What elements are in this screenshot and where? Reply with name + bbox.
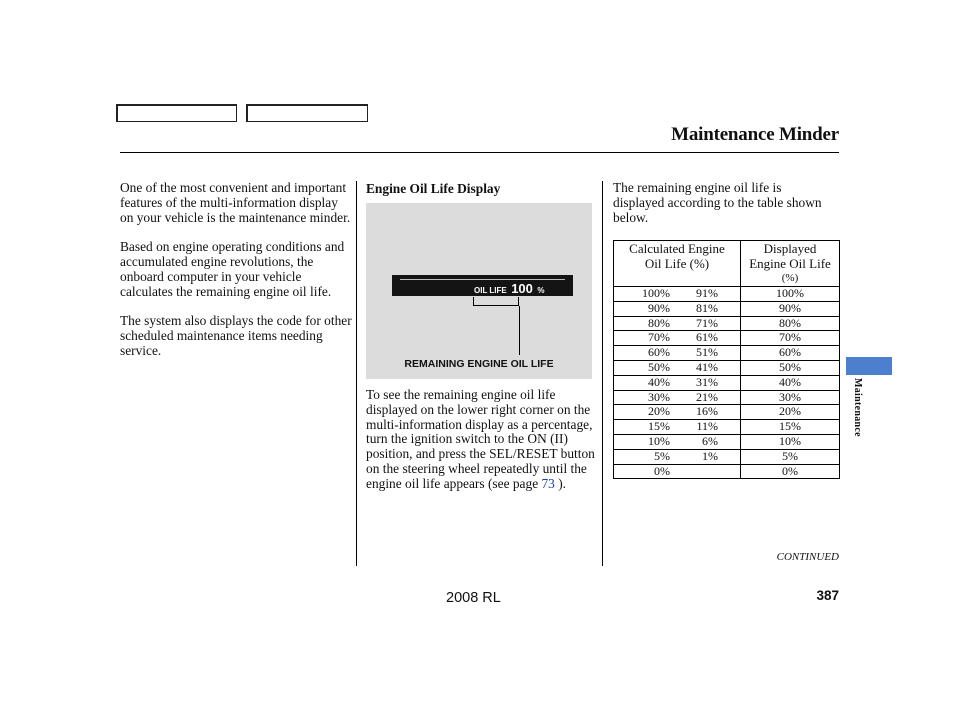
page-reference-link[interactable]: 73 — [541, 475, 555, 491]
intro-paragraph: The system also displays the code for other scheduled maintenance items needing service. — [120, 313, 352, 358]
calculated-range-cell — [614, 346, 741, 361]
lcd-readout — [474, 280, 544, 298]
calculated-range-cell — [614, 287, 741, 302]
table-row — [614, 375, 840, 390]
range-lower: 41% — [696, 359, 718, 374]
range-lower: 6% — [702, 433, 718, 448]
table-row — [614, 464, 840, 479]
table-row — [614, 434, 840, 449]
page-number: 387 — [816, 588, 839, 603]
calculated-range — [614, 376, 740, 390]
range-lower: 1% — [702, 448, 718, 463]
range-lower: 81% — [696, 300, 718, 315]
callout-leader-line — [519, 306, 520, 355]
calculated-range — [614, 317, 740, 331]
range-upper: 5% — [654, 448, 670, 463]
calculated-range — [614, 405, 740, 419]
displayed-value-cell: 5% — [741, 449, 840, 464]
range-upper: 10% — [648, 433, 670, 448]
section-heading: Engine Oil Life Display — [366, 181, 501, 196]
range-lower: 16% — [696, 404, 718, 419]
header-displayed — [741, 241, 840, 287]
lcd-display — [392, 275, 573, 296]
displayed-value-cell: 30% — [741, 390, 840, 405]
figure-caption: REMAINING ENGINE OIL LIFE — [404, 358, 554, 370]
table-row — [614, 316, 840, 331]
page-title: Maintenance Minder — [671, 124, 839, 145]
range-upper: 15% — [648, 419, 670, 434]
table-row — [614, 420, 840, 435]
continued-label: CONTINUED — [776, 551, 839, 563]
range-lower — [684, 465, 718, 479]
table-intro: The remaining engine oil life is displayed according to the table shown below. — [613, 180, 822, 225]
footer-model: 2008 RL — [446, 590, 501, 606]
intro-paragraph: One of the most convenient and important features of the multi-information display on your vehicle is the maintenance minder. — [120, 180, 351, 225]
instructions-text-end: ). — [554, 475, 567, 491]
displayed-value-cell: 0% — [741, 464, 840, 479]
displayed-value-cell: 80% — [741, 316, 840, 331]
nav-button-1[interactable] — [116, 104, 237, 122]
calculated-range — [614, 450, 740, 464]
calculated-range — [614, 391, 740, 405]
calculated-range — [614, 331, 740, 345]
displayed-value-cell: 50% — [741, 360, 840, 375]
section-tab[interactable] — [846, 357, 892, 375]
calculated-range-cell — [614, 316, 741, 331]
callout-bracket — [473, 297, 519, 306]
calculated-range — [614, 346, 740, 360]
range-upper: 60% — [648, 345, 670, 360]
range-lower: 91% — [696, 286, 718, 300]
header-calculated — [614, 241, 741, 287]
calculated-range-cell — [614, 375, 741, 390]
lcd-unit: % — [537, 286, 545, 295]
calculated-range-cell — [614, 449, 741, 464]
intro-column — [120, 181, 352, 373]
range-upper: 30% — [648, 389, 670, 404]
header-displayed-unit: (%) — [781, 272, 799, 284]
displayed-value-cell: 90% — [741, 301, 840, 316]
displayed-value-cell: 100% — [741, 287, 840, 302]
range-upper: 90% — [648, 300, 670, 315]
range-upper: 70% — [648, 330, 670, 345]
table-row — [614, 390, 840, 405]
calculated-range-cell — [614, 360, 741, 375]
range-upper: 80% — [648, 315, 670, 330]
table-row — [614, 449, 840, 464]
table-row — [614, 346, 840, 361]
displayed-value-cell: 15% — [741, 420, 840, 435]
displayed-value-cell: 10% — [741, 434, 840, 449]
range-upper: 50% — [648, 359, 670, 374]
calculated-range-cell — [614, 420, 741, 435]
displayed-value-cell: 70% — [741, 331, 840, 346]
range-lower: 11% — [696, 419, 718, 434]
displayed-value-cell: 40% — [741, 375, 840, 390]
header-displayed-line2: Engine Oil Life — [749, 256, 831, 271]
range-upper: 100% — [642, 286, 670, 300]
oil-life-figure — [366, 203, 592, 379]
oil-life-table — [613, 240, 840, 479]
calculated-range-cell — [614, 405, 741, 420]
range-lower: 21% — [696, 389, 718, 404]
displayed-value-cell: 20% — [741, 405, 840, 420]
lcd-value: 100 — [511, 281, 533, 296]
title-rule — [120, 152, 839, 153]
calculated-range — [614, 465, 740, 479]
range-upper: 20% — [648, 404, 670, 419]
lcd-label: OIL LIFE — [474, 286, 507, 295]
calculated-range — [614, 302, 740, 316]
table-row — [614, 360, 840, 375]
table-row — [614, 331, 840, 346]
column-divider-1 — [356, 181, 357, 566]
table-row — [614, 405, 840, 420]
calculated-range-cell — [614, 390, 741, 405]
header-calculated-text: Calculated Engine Oil Life (%) — [629, 241, 725, 271]
table-row — [614, 287, 840, 302]
header-displayed-line1: Displayed — [763, 241, 817, 256]
instructions-text: To see the remaining engine oil life displayed on the lower right corner on the multi-information display as a percentage, turn the ignition switch to the ON (II) position, and press the SEL/RESET button on the steering wheel repeatedly until the engine oil life appears (see page — [366, 387, 595, 491]
calculated-range-cell — [614, 301, 741, 316]
calculated-range-cell — [614, 331, 741, 346]
calculated-range-cell — [614, 464, 741, 479]
range-lower: 51% — [696, 345, 718, 360]
section-label: Maintenance — [852, 378, 863, 437]
range-upper: 0% — [654, 463, 670, 478]
column-divider-2 — [602, 181, 603, 566]
range-lower: 31% — [696, 374, 718, 389]
calculated-range — [614, 361, 740, 375]
intro-paragraph: Based on engine operating conditions and accumulated engine revolutions, the onboard computer in your vehicle calculates the remaining engine oil life. — [120, 239, 345, 299]
calculated-range — [614, 420, 740, 434]
instructions-paragraph — [366, 388, 596, 492]
range-lower: 71% — [696, 315, 718, 330]
range-upper: 40% — [648, 374, 670, 389]
calculated-range — [614, 435, 740, 449]
nav-button-2[interactable] — [246, 104, 368, 122]
calculated-range — [614, 287, 740, 301]
displayed-value-cell: 60% — [741, 346, 840, 361]
range-lower: 61% — [696, 330, 718, 345]
table-header-row — [614, 241, 840, 287]
table-row — [614, 301, 840, 316]
calculated-range-cell — [614, 434, 741, 449]
